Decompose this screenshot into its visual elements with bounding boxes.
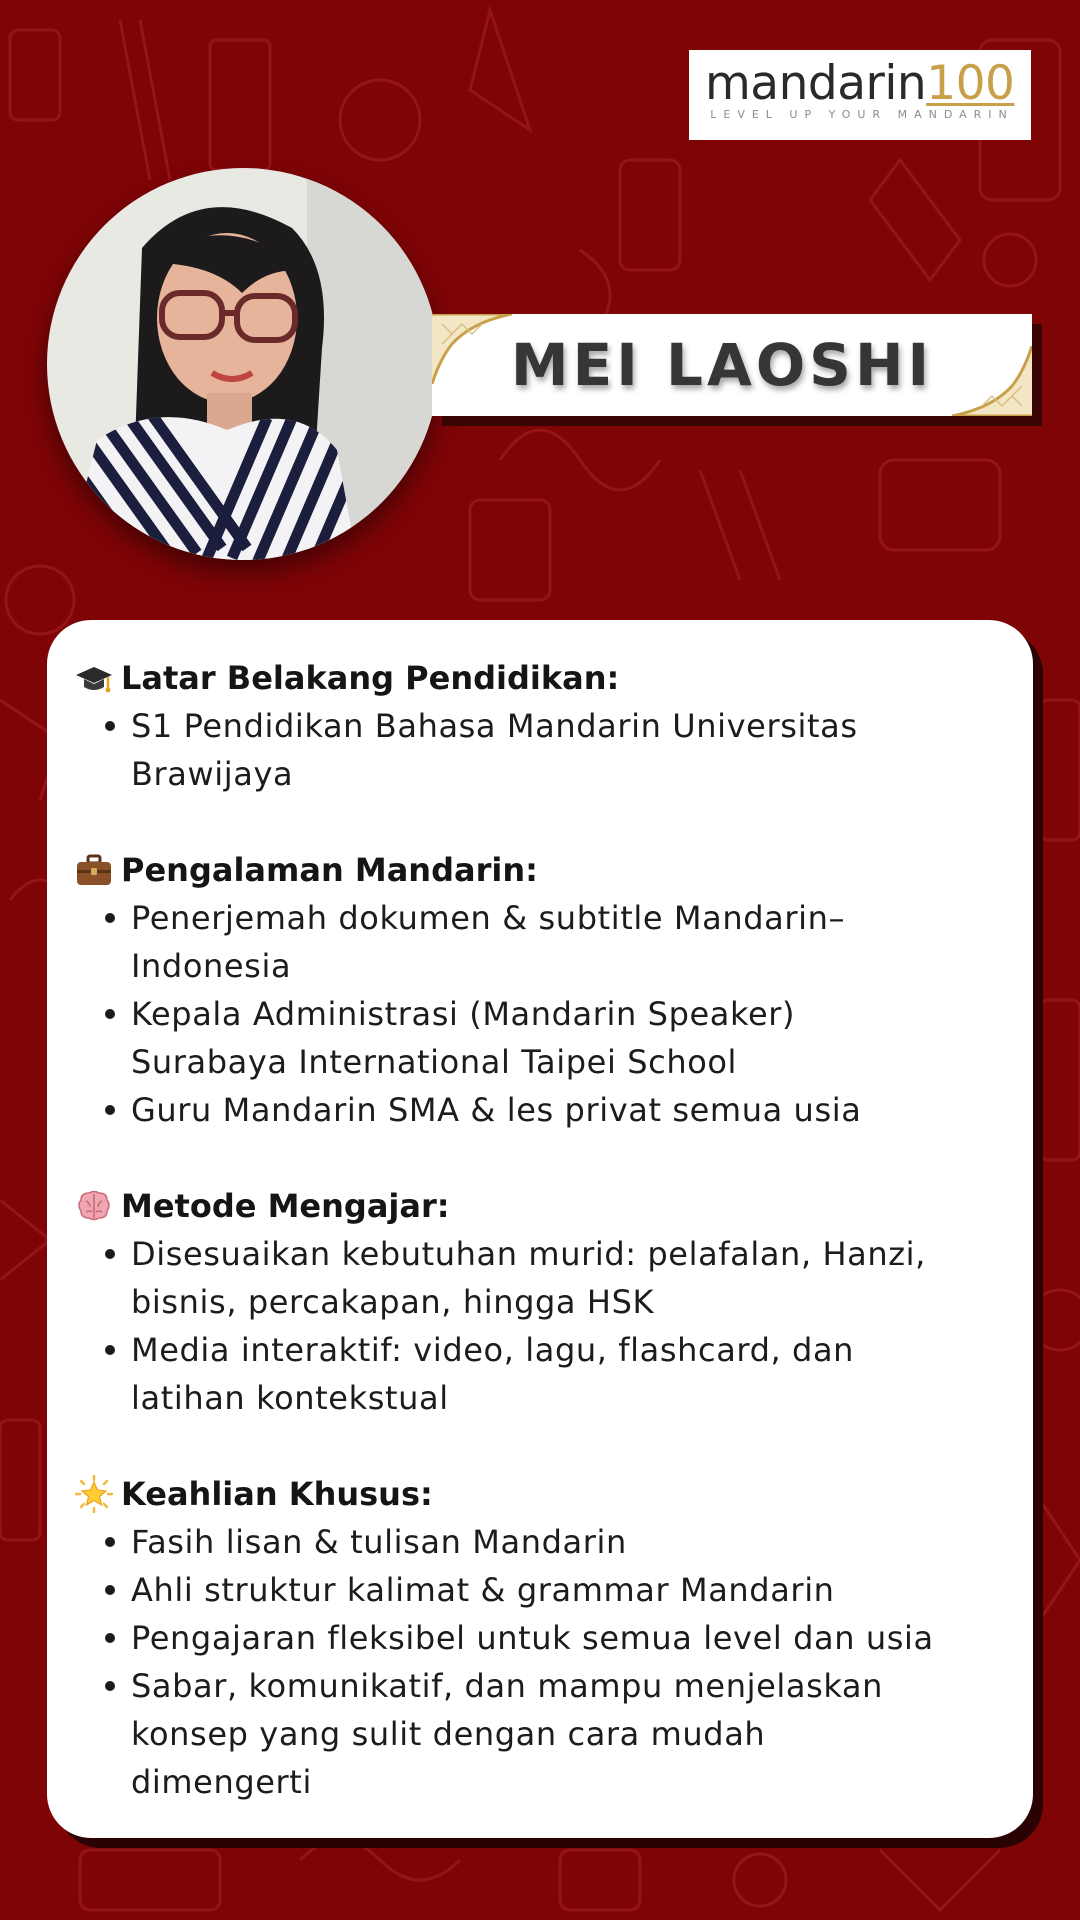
bullet	[105, 1105, 115, 1115]
logo-word: mandarin	[705, 56, 927, 111]
graduation-cap-icon	[75, 659, 113, 697]
bullet	[105, 1345, 115, 1355]
logo-wordmark	[705, 56, 1014, 112]
section-title	[75, 1470, 955, 1518]
list-item-text: Penerjemah dokumen & subtitle Mandarin–Indonesia	[131, 899, 846, 985]
list-item-text: Sabar, komunikatif, dan mampu menjelaskan konsep yang sulit dengan cara mudah dimengerti	[131, 1667, 884, 1801]
name-banner	[432, 314, 1032, 416]
item-list	[75, 702, 955, 798]
item-list	[75, 894, 955, 1134]
section-title-text: Metode Mengajar:	[121, 1187, 450, 1225]
list-item	[75, 1662, 955, 1806]
section-expertise	[75, 1470, 955, 1806]
briefcase-icon	[75, 851, 113, 889]
list-item	[75, 990, 955, 1086]
bullet	[105, 1009, 115, 1019]
list-item-text: Disesuaikan kebutuhan murid: pelafalan, Hanzi, bisnis, percakapan, hingga HSK	[131, 1235, 926, 1321]
list-item	[75, 702, 955, 798]
list-item	[75, 1230, 955, 1326]
teacher-name: MEI LAOSHI	[510, 331, 934, 399]
bullet	[105, 913, 115, 923]
section-experience	[75, 846, 955, 1134]
section-title-text: Latar Belakang Pendidikan:	[121, 659, 620, 697]
section-title-text: Pengalaman Mandarin:	[121, 851, 538, 889]
list-item-text: S1 Pendidikan Bahasa Mandarin Universitas Brawijaya	[131, 707, 858, 793]
bullet	[105, 1633, 115, 1643]
list-item-text: Kepala Administrasi (Mandarin Speaker) Surabaya International Taipei School	[131, 995, 796, 1081]
bullet	[105, 1249, 115, 1259]
logo-number: 100	[926, 56, 1015, 111]
list-item-text: Ahli struktur kalimat & grammar Mandarin	[131, 1571, 835, 1609]
item-list	[75, 1518, 955, 1806]
list-item	[75, 1326, 955, 1422]
list-item-text: Pengajaran fleksibel untuk semua level dan usia	[131, 1619, 934, 1657]
brain-icon	[75, 1187, 113, 1225]
section-title	[75, 654, 955, 702]
list-item	[75, 894, 955, 990]
list-item	[75, 1086, 955, 1134]
profile-card	[47, 620, 1033, 1838]
bullet	[105, 1585, 115, 1595]
bullet	[105, 721, 115, 731]
list-item-text: Media interaktif: video, lagu, flashcard, dan latihan kontekstual	[131, 1331, 855, 1417]
bullet	[105, 1681, 115, 1691]
item-list	[75, 1230, 955, 1422]
list-item-text: Fasih lisan & tulisan Mandarin	[131, 1523, 627, 1561]
section-title-text: Keahlian Khusus:	[121, 1475, 433, 1513]
glowing-star-icon	[75, 1475, 113, 1513]
logo-tagline: LEVEL UP YOUR MANDARIN	[710, 108, 1014, 121]
section-method	[75, 1182, 955, 1422]
teacher-photo	[47, 168, 439, 560]
bullet	[105, 1537, 115, 1547]
section-education	[75, 654, 955, 798]
list-item-text: Guru Mandarin SMA & les privat semua usia	[131, 1091, 862, 1129]
list-item	[75, 1566, 955, 1614]
brand-logo	[689, 50, 1031, 140]
list-item	[75, 1614, 955, 1662]
list-item	[75, 1518, 955, 1566]
section-title	[75, 846, 955, 894]
section-title	[75, 1182, 955, 1230]
